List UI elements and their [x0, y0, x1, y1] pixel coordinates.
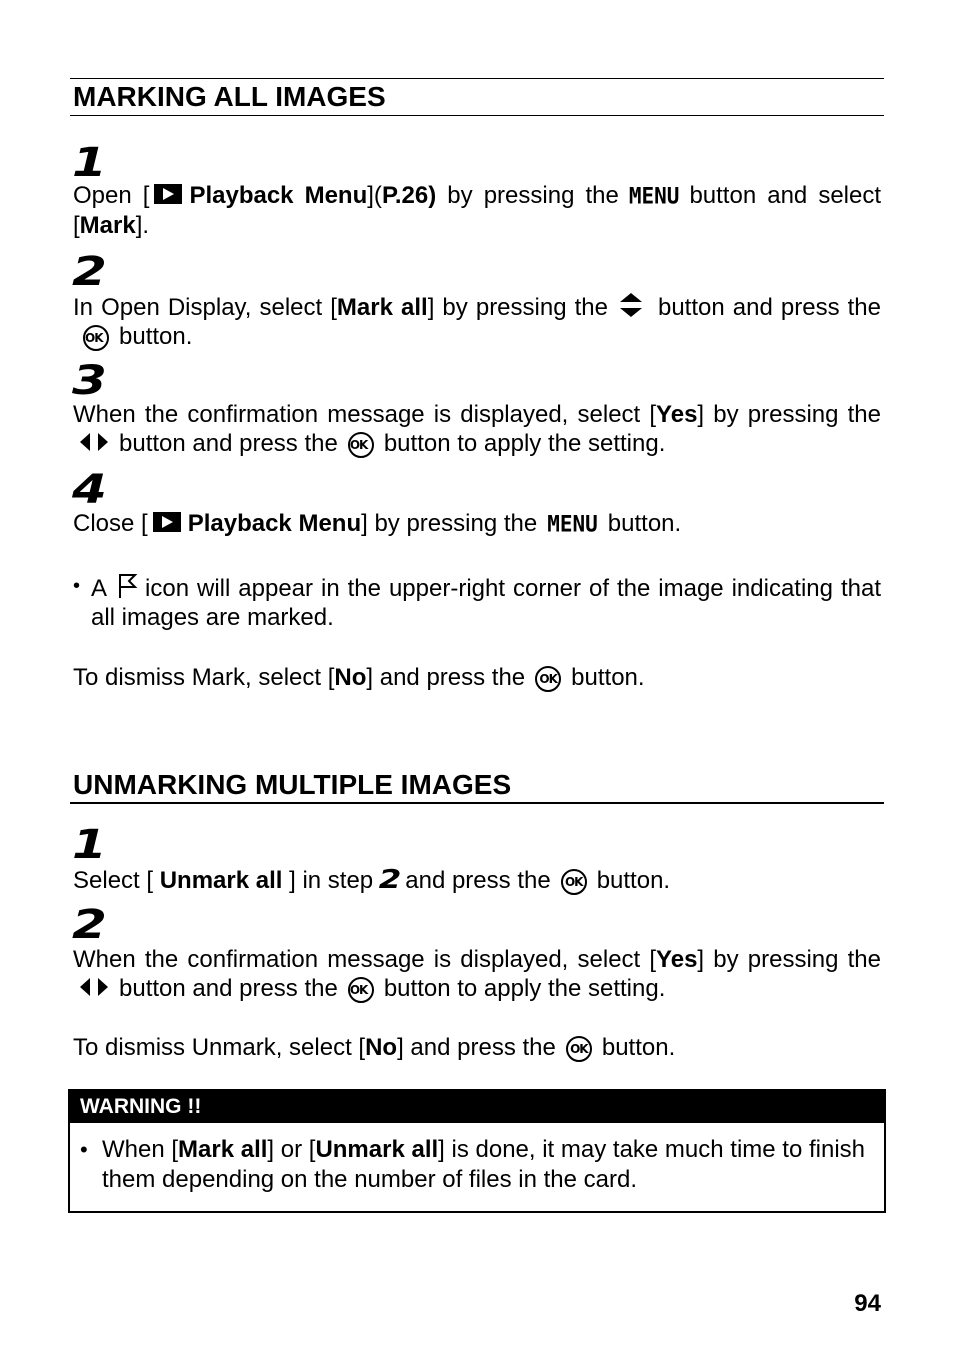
text: When [ [102, 1136, 179, 1163]
step-number: 3 [72, 358, 106, 404]
left-right-arrows-icon [79, 976, 109, 998]
page-reference: P.26) [381, 182, 437, 209]
step-3-text [73, 400, 881, 458]
text: by pressing the [447, 182, 619, 209]
text: Select [ [73, 867, 154, 894]
warning-header: WARNING !! [70, 1091, 884, 1123]
warning-box [68, 1089, 886, 1213]
ok-button-icon: OK [83, 325, 109, 351]
text: A [91, 575, 108, 602]
warning-body [80, 1135, 870, 1195]
unmark-step-2-text [73, 945, 881, 1003]
bullet: • [80, 1137, 88, 1162]
text: button and press the [657, 294, 881, 321]
no-label: No [365, 1034, 398, 1061]
step-4-text [73, 509, 881, 539]
step-number: 2 [72, 249, 106, 295]
bullet: • [73, 575, 81, 597]
text: To dismiss Mark, select [ [73, 664, 335, 691]
ok-button-icon: OK [561, 869, 587, 895]
mark-all-label: Mark all [178, 1136, 268, 1163]
mark-label: Mark [79, 212, 136, 239]
dismiss-mark-text [73, 663, 881, 692]
text: ] by pressing the [697, 401, 881, 428]
yes-label: Yes [656, 946, 698, 973]
text: icon will appear in the upper-right corner of the image indicating that all images are marked. [91, 575, 881, 631]
text: button. [119, 323, 193, 350]
text: ] by pressing the [697, 946, 881, 973]
note-text [91, 572, 881, 632]
text: Close [ [73, 510, 148, 537]
text: ] in step [289, 867, 374, 894]
step-number: 2 [72, 902, 106, 948]
playback-menu-label: Playback Menu [189, 182, 368, 209]
step-2-text [73, 291, 881, 351]
text: button and press the [119, 975, 338, 1002]
text: button and press the [119, 430, 338, 457]
text: ] by pressing the [361, 510, 538, 537]
text: Open [ [73, 182, 150, 209]
section-title-unmarking-multiple: UNMARKING MULTIPLE IMAGES [70, 768, 884, 804]
text: To dismiss Unmark, select [ [73, 1034, 366, 1061]
left-right-arrows-icon [79, 431, 109, 453]
step-number: 4 [72, 467, 106, 513]
text: ] and press the [397, 1034, 556, 1061]
text: button to apply the setting. [383, 975, 666, 1002]
text: ] is done, it may take much time to finish them depending on the number of files in the card. [102, 1136, 865, 1193]
text: ] or [ [267, 1136, 316, 1163]
mark-all-label: Mark all [336, 294, 428, 321]
ok-button-icon: OK [566, 1036, 592, 1062]
page-number: 94 [854, 1290, 881, 1317]
text: ]( [367, 182, 382, 209]
step-1-text [73, 181, 881, 240]
text: button. [571, 664, 645, 691]
note-bullet-item [73, 572, 881, 632]
dismiss-unmark-text [73, 1033, 881, 1062]
text: ] and press the [366, 664, 526, 691]
step-reference-number: 2 [378, 865, 402, 895]
text: When the confirmation message is displayed, select [ [73, 401, 657, 428]
step-number: 1 [72, 140, 106, 186]
unmark-all-label: Unmark all [315, 1136, 439, 1163]
text: When the confirmation message is displayed, select [ [73, 946, 657, 973]
warning-text [102, 1135, 870, 1195]
playback-menu-label: Playback Menu [187, 510, 362, 537]
text: button to apply the setting. [383, 430, 666, 457]
no-label: No [334, 664, 367, 691]
yes-label: Yes [656, 401, 698, 428]
text: ] by pressing the [427, 294, 608, 321]
menu-button-icon: MENU [628, 183, 680, 209]
unmark-step-1-text [73, 866, 881, 895]
up-down-arrows-icon [618, 291, 644, 319]
text: button. [607, 510, 682, 537]
text: button and select [ [73, 182, 882, 239]
text: In Open Display, select [ [73, 294, 337, 321]
text: button. [596, 867, 671, 894]
ok-button-icon: OK [535, 666, 561, 692]
mark-flag-icon [117, 572, 139, 600]
playback-icon [153, 183, 183, 205]
step-number: 1 [72, 822, 106, 868]
text: ]. [135, 212, 150, 239]
text: button. [601, 1034, 676, 1061]
unmark-all-label: Unmark all [159, 867, 283, 894]
ok-button-icon: OK [348, 977, 374, 1003]
text: and press the [405, 867, 551, 894]
ok-button-icon: OK [348, 432, 374, 458]
menu-button-icon: MENU [547, 511, 598, 537]
playback-icon [152, 511, 182, 533]
section-title-marking-all: MARKING ALL IMAGES [70, 78, 884, 116]
